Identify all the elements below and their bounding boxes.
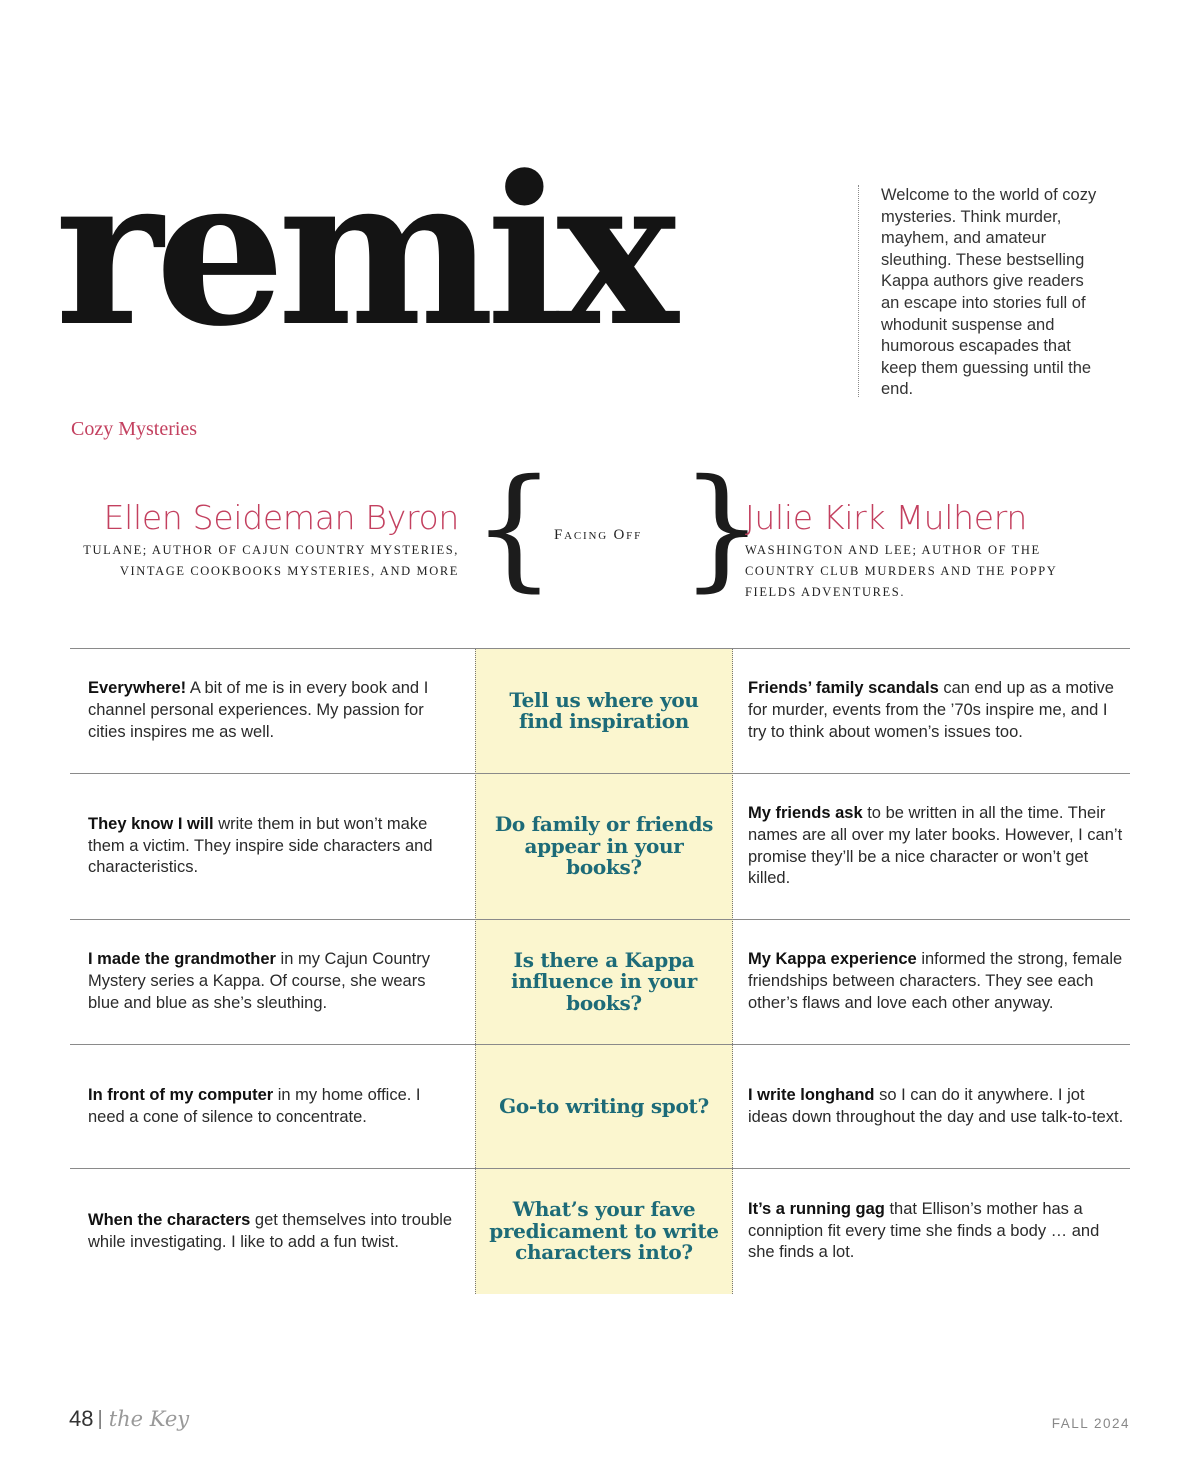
left-author-desc-line: TULANE; AUTHOR OF CAJUN COUNTRY MYSTERIES, [83,543,459,557]
left-answer [88,678,460,743]
qa-cell [748,920,1128,1044]
left-answer [88,949,460,1014]
qa-row [70,1168,1130,1294]
right-author-name: Julie Kirk Mulhern [745,498,1028,537]
left-answer [88,1085,460,1129]
magazine-logo: the Key [108,1407,190,1431]
qa-cell [475,1045,733,1168]
footer-page [69,1406,189,1432]
qa-cell [88,920,460,1044]
right-author-desc-line: FIELDS ADVENTURES. [745,585,906,599]
question: Tell us where you find inspiration [509,687,699,733]
left-answer [88,814,460,879]
footer-separator: | [97,1407,103,1430]
qa-cell [748,774,1128,919]
qa-cell [475,1169,733,1294]
right-author-desc [745,540,1090,603]
answer-lead: In front of my computer [88,1085,274,1104]
answer-text: get themselves into trouble while investigating. I like to add a fun twist. [88,1210,453,1251]
qa-table [70,648,1130,1294]
right-author-desc-line: WASHINGTON AND LEE; AUTHOR OF THE [745,543,1041,557]
right-answer [748,949,1128,1014]
question: Is there a Kappa influence in your books? [510,947,698,1015]
right-answer [748,678,1128,743]
answer-text: write them in but won’t make them a victim. They inspire side characters and characteristics. [88,814,433,877]
qa-cell [748,1045,1128,1168]
qa-cell [88,1045,460,1168]
left-author-name: Ellen Seideman Byron [103,498,459,537]
question: Do family or friends appear in your books? [494,812,714,880]
section-label: Cozy Mysteries [71,418,198,440]
qa-row [70,919,1130,1044]
left-author-desc [40,540,459,582]
right-author-desc-line: COUNTRY CLUB MURDERS AND THE POPPY [745,564,1058,578]
answer-lead: I made the grandmother [88,950,276,969]
answer-lead: Everywhere! [88,679,187,698]
answer-text: that Ellison’s mother has a conniption fit every time she finds a body … and she finds a lot. [748,1199,1100,1262]
question: Go-to writing spot? [499,1093,709,1118]
answer-lead: Friends’ family scandals [748,679,939,698]
right-author-block [745,498,1090,603]
answer-lead: My friends ask [748,803,863,822]
qa-cell [748,1169,1128,1294]
qa-row [70,1044,1130,1168]
left-author-desc-line: VINTAGE COOKBOOKS MYSTERIES, AND MORE [119,564,459,578]
qa-row [70,648,1130,773]
answer-lead: My Kappa experience [748,950,917,969]
qa-cell [475,649,733,773]
qa-cell [475,920,733,1044]
right-answer [748,1199,1128,1264]
intro-paragraph: Welcome to the world of cozy mysteries. Think murder, mayhem, and amateur sleuthing. These bestselling Kappa authors give readers an escape into stories full of whodunit suspense and humorous escapades that keep them guessing until the end. [858,185,1098,397]
question: What’s your fave predicament to write characters into? [489,1197,719,1265]
left-author-block [40,498,459,582]
right-answer [748,1085,1128,1129]
qa-cell [88,1169,460,1294]
answer-text: A bit of me is in every book and I channel personal experiences. My passion for cities inspires me as well. [88,679,429,741]
qa-cell [88,649,460,773]
answer-text: informed the strong, female friendships between characters. They see each other’s flaws and love each other anyway. [748,950,1123,1012]
qa-cell [748,649,1128,773]
facing-off-label: Facing Off [554,527,642,543]
page-number: 48 [69,1406,94,1431]
left-answer [88,1210,460,1254]
answer-text: in my Cajun Country Mystery series a Kappa. Of course, she wears blue and blue as she’s sleuthing. [88,950,431,1012]
issue-label: FALL 2024 [1051,1416,1130,1431]
answer-lead: When the characters [88,1210,251,1229]
right-answer [748,803,1128,890]
page-title: remix [55,132,671,372]
qa-row [70,773,1130,919]
answer-text: to be written in all the time. Their names are all over my later books. However, I can’t promise they’ll be a nice character or won’t get killed. [748,803,1123,888]
answer-lead: I write longhand [748,1085,875,1104]
answer-lead: They know I will [88,814,214,833]
left-brace-icon: { [472,451,556,605]
qa-cell [475,774,733,919]
answer-text: so I can do it anywhere. I jot ideas down throughout the day and use talk-to-text. [748,1085,1124,1126]
right-brace-icon: } [680,451,764,605]
answer-text: in my home office. I need a cone of silence to concentrate. [88,1085,421,1126]
answer-text: can end up as a motive for murder, events from the ’70s inspire me, and I try to think about women’s issues too. [748,679,1114,741]
answer-lead: It’s a running gag [748,1199,885,1218]
qa-cell [88,774,460,919]
